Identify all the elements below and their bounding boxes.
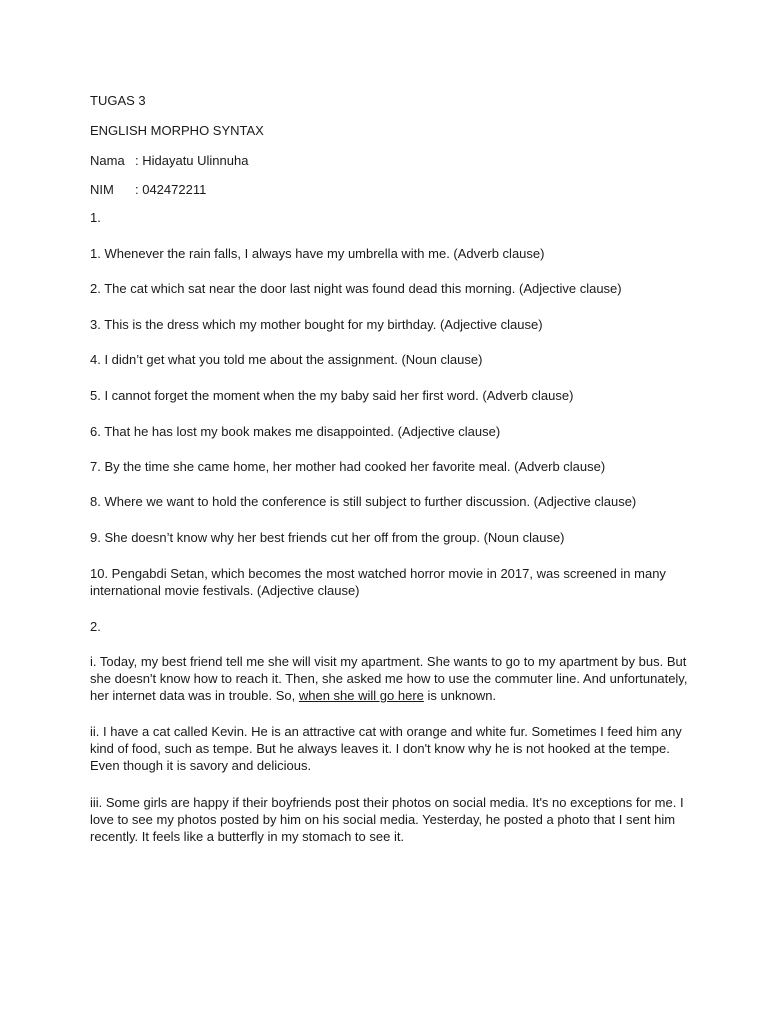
student-id-line xyxy=(90,181,690,198)
sentence-3: 3. This is the dress which my mother bought for my birthday. (Adjective clause) xyxy=(90,317,543,332)
sentence-9: 9. She doesn’t know why her best friends cut her off from the group. (Noun clause) xyxy=(90,530,565,545)
sentence-7: 7. By the time she came home, her mother had cooked her favorite meal. (Adverb clause) xyxy=(90,459,606,474)
sentence-8: 8. Where we want to hold the conference is still subject to further discussion. (Adjective clause) xyxy=(90,494,637,509)
paragraph-i-end: is unknown. xyxy=(423,688,497,703)
sentence-10: 10. Pengabdi Setan, which becomes the most watched horror movie in 2017, was screened in many international movie festivals. (Adjective clause) xyxy=(90,566,666,598)
course-title: ENGLISH MORPHO SYNTAX xyxy=(90,123,264,138)
name-value: : Hidayatu Ulinnuha xyxy=(135,153,249,168)
nim-label: NIM xyxy=(90,182,114,197)
name-label: Nama xyxy=(90,153,125,168)
assignment-title: TUGAS 3 xyxy=(90,93,146,108)
sentence-5: 5. I cannot forget the moment when the my baby said her first word. (Adverb clause) xyxy=(90,388,574,403)
sentence-6: 6. That he has lost my book makes me disappointed. (Adjective clause) xyxy=(90,424,501,439)
student-name-line xyxy=(90,152,690,169)
paragraph-i xyxy=(90,653,690,704)
paragraph-i-text: i. Today, my best friend tell me she will visit my apartment. She wants to go to my apartment by bus. But she doesn't know how to reach it. Then, she asked me how to use the commuter line. And unfortunately, her internet data was in trouble. So, xyxy=(90,654,688,703)
paragraph-ii: ii. I have a cat called Kevin. He is an attractive cat with orange and white fur. Sometimes I feed him any kind of food, such as tempe. But he always leaves it. I don't know why he is not hooked at the tempe. Even though it is savory and delicious. xyxy=(90,724,682,773)
underlined-noun-clause: when she will go here xyxy=(298,688,424,703)
paragraph-iii: iii. Some girls are happy if their boyfriends post their photos on social media. It's no exceptions for me. I love to see my photos posted by him on his social media. Yesterday, he posted a photo that I sent him recently. It feels like a butterfly in my stomach to see it. xyxy=(90,795,684,844)
section-2-number: 2. xyxy=(90,619,101,634)
sentence-1: 1. Whenever the rain falls, I always have my umbrella with me. (Adverb clause) xyxy=(90,246,545,261)
nim-value: : 042472211 xyxy=(135,182,207,197)
section-1-number: 1. xyxy=(90,210,101,225)
sentence-2: 2. The cat which sat near the door last night was found dead this morning. (Adjective clause) xyxy=(90,281,622,296)
sentence-4: 4. I didn’t get what you told me about the assignment. (Noun clause) xyxy=(90,352,483,367)
